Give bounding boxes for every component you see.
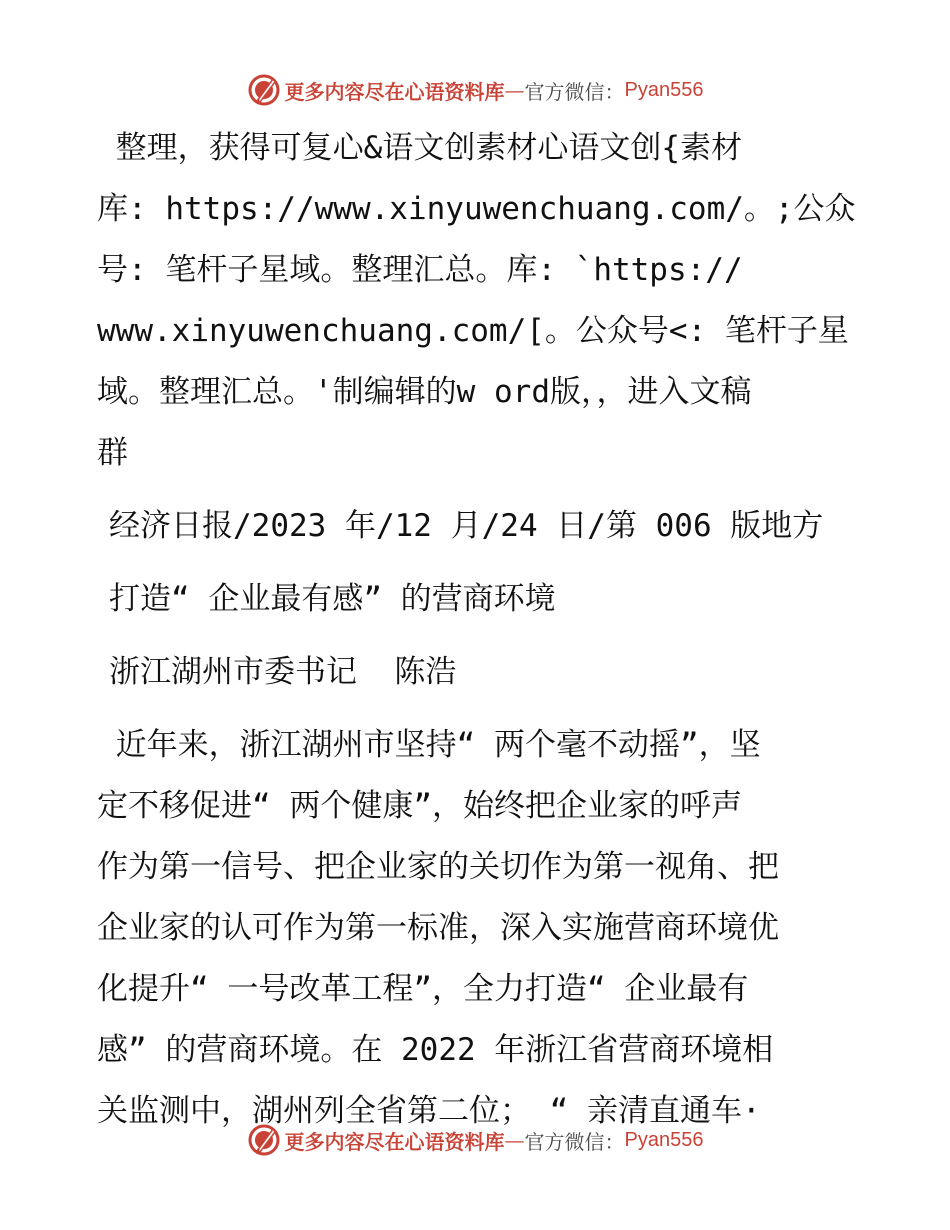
source-line: 经济日报/2023 年/12 月/24 日/第 006 版地方 bbox=[109, 508, 824, 544]
intro-block bbox=[97, 118, 857, 484]
article-paragraph bbox=[97, 715, 857, 1142]
footer-wechat-id: Pyan556 bbox=[624, 1128, 704, 1151]
intro-line: 号: 笔杆子星域。整理汇总。库: `https:// bbox=[97, 252, 743, 288]
article-line: 企业家的认可作为第一标准，深入实施营商环境优 bbox=[97, 910, 779, 946]
article-line: 关监测中，湖州列全省第二位； “ 亲清直通车· bbox=[97, 1093, 761, 1129]
intro-line: 库: https://www.xinyuwenchuang.com/。;公众 bbox=[97, 191, 856, 227]
article-title: 打造“ 企业最有感” 的营商环境 bbox=[109, 581, 556, 617]
intro-line: www.xinyuwenchuang.com/[。公众号<: 笔杆子星 bbox=[97, 313, 849, 349]
header-brand-text: 更多内容尽在心语资料库 bbox=[284, 79, 505, 104]
article-line: 近年来，浙江湖州市坚持“ 两个毫不动摇”，坚 bbox=[97, 727, 761, 763]
article-line: 化提升“ 一号改革工程”，全力打造“ 企业最有 bbox=[97, 971, 749, 1007]
header-wechat-label: 官方微信： bbox=[524, 79, 625, 104]
article-line: 作为第一信号、把企业家的关切作为第一视角、把 bbox=[97, 849, 779, 885]
article-author: 浙江湖州市委书记 陈浩 bbox=[109, 654, 457, 690]
intro-line: 域。整理汇总。'制编辑的w ord版，，进入文稿 bbox=[97, 374, 752, 410]
document-body bbox=[97, 118, 857, 1142]
header-banner bbox=[0, 70, 950, 110]
footer-wechat-label: 官方微信： bbox=[524, 1129, 625, 1154]
header-dash: — bbox=[504, 78, 525, 102]
article-line: 感” 的营商环境。在 2022 年浙江省营商环境相 bbox=[97, 1032, 774, 1068]
intro-line: 整理，获得可复心&语文创素材心语文创{素材 bbox=[97, 130, 742, 166]
intro-line: 群 bbox=[97, 435, 128, 471]
footer-brand-text: 更多内容尽在心语资料库 bbox=[284, 1129, 505, 1154]
quill-logo-icon bbox=[247, 73, 281, 107]
footer-dash: — bbox=[504, 1128, 525, 1152]
article-line: 定不移促进“ 两个健康”，始终把企业家的呼声 bbox=[97, 788, 742, 824]
header-wechat-id: Pyan556 bbox=[624, 78, 704, 101]
footer-banner bbox=[0, 1120, 950, 1160]
quill-logo-icon bbox=[247, 1123, 281, 1157]
